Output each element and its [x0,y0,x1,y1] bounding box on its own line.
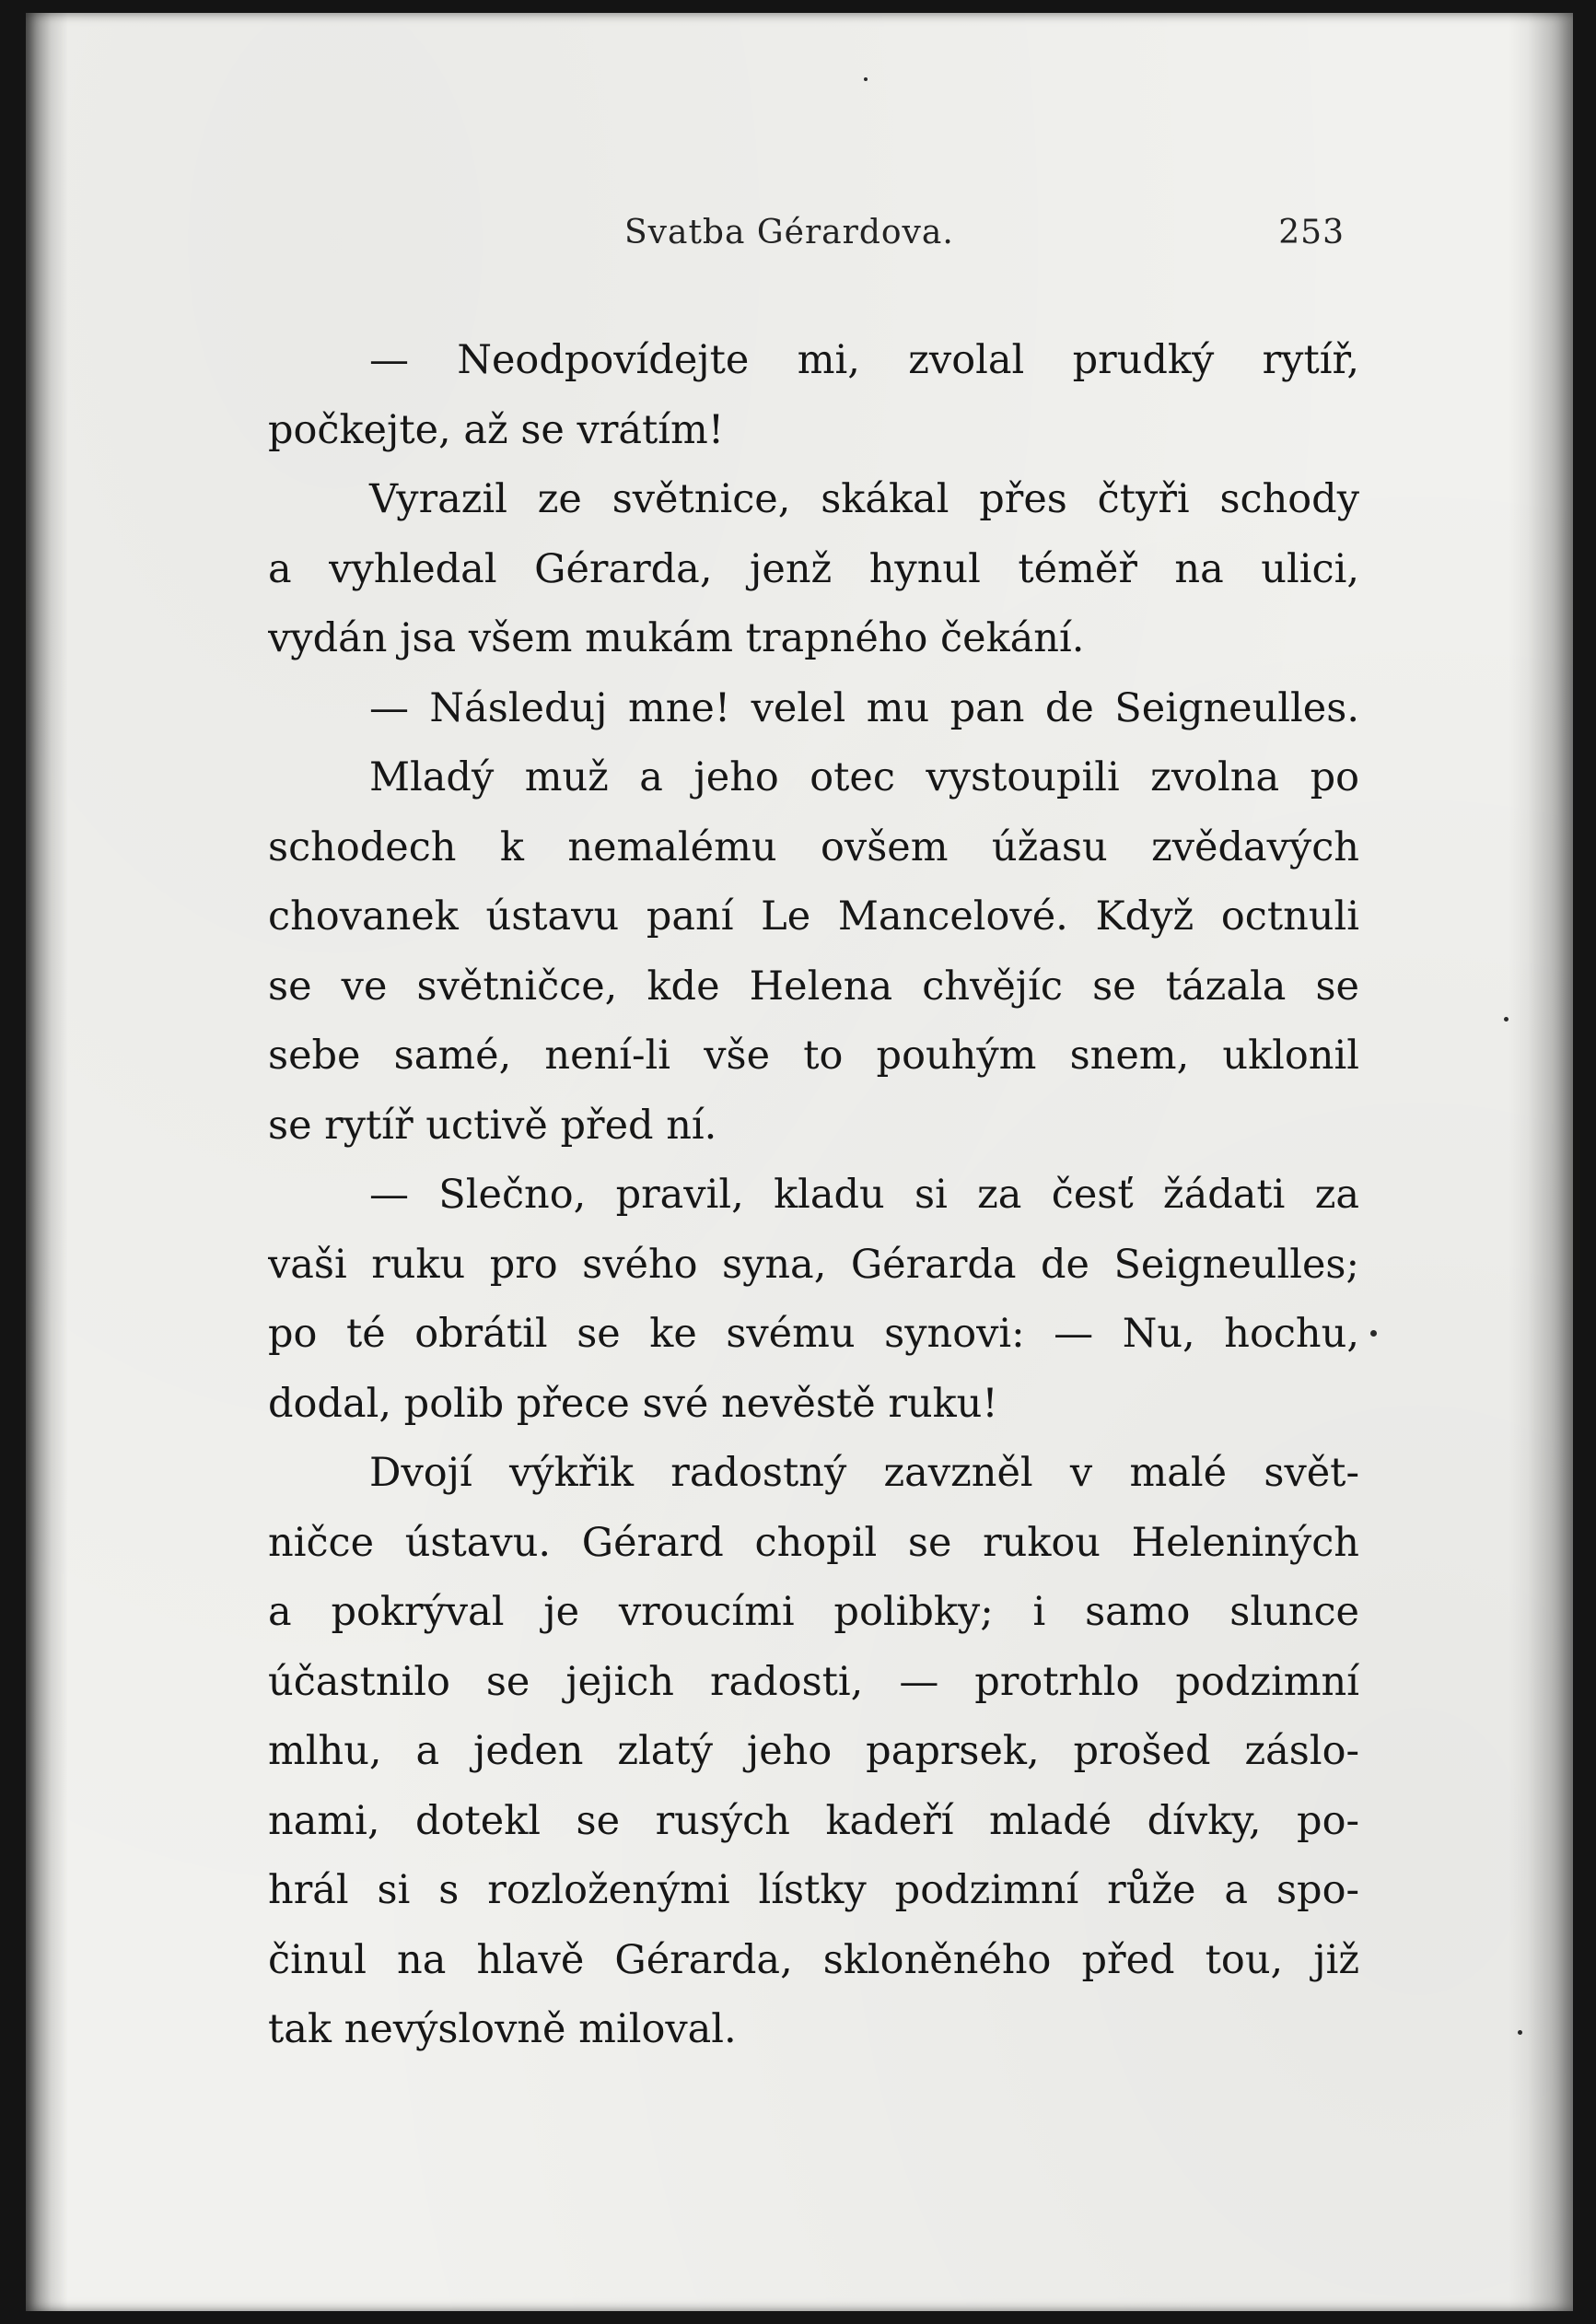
text-line: vydán jsa všem mukám trapného čekání. [268,615,1085,661]
text-line: počkejte, až se vrátím! [268,406,725,453]
text-line: se ve světničce, kde Helena chvějíc se tázala se [268,963,1359,1010]
text-line: — Slečno, pravil, kladu si za česť žádati za [369,1172,1359,1218]
text-line: činul na hlavě Gérarda, skloněného před tou, již [268,1936,1359,1983]
text-line: mlhu, a jeden zlatý jeho paprsek, prošed záslo- [268,1728,1359,1774]
scan-speck [1504,1017,1509,1022]
running-head-title: Svatba Gérardova. [624,214,954,251]
text-line: po té obrátil se ke svému synovi: — Nu, hochu, [268,1311,1359,1357]
text-line: nami, dotekl se rusých kadeří mladé dívky, po- [268,1797,1359,1844]
text-line: chovanek ústavu paní Le Mancelové. Když octnuli [268,893,1359,940]
text-line: ničce ústavu. Gérard chopil se rukou Heleniných [268,1519,1359,1566]
text-line: se rytíř uctivě před ní. [268,1102,717,1149]
scan-speck [1518,2030,1522,2035]
text-line: Mladý muž a jeho otec vystoupili zvolna po [369,754,1359,800]
spine-shadow [26,13,68,2311]
page-edge-shadow [1509,13,1573,2311]
text-line: Vyrazil ze světnice, skákal přes čtyři schody [369,476,1359,522]
text-line: a vyhledal Gérarda, jenž hynul téměř na ulici, [268,545,1359,592]
text-line: sebe samé, není-li vše to pouhým snem, uklonil [268,1033,1359,1079]
text-line: účastnilo se jejich radosti, — protrhlo podzimní [268,1658,1359,1705]
text-line: tak nevýslovně miloval. [268,2006,737,2052]
text-line: a pokrýval je vroucími polibky; i samo slunce [268,1589,1359,1635]
body-text [268,326,1359,2065]
running-head [256,214,1363,260]
book-page [26,13,1573,2311]
scan-speck [864,77,868,81]
text-line: — Následuj mne! velel mu pan de Seigneulles. [369,684,1359,731]
text-line: dodal, polib přece své nevěstě ruku! [268,1380,998,1427]
text-line: hrál si s rozloženými lístky podzimní růže a spo- [268,1867,1359,1913]
text-line: vaši ruku pro svého syna, Gérarda de Seigneulles; [268,1241,1359,1288]
page-number: 253 [1278,214,1345,251]
scan-speck [1370,1330,1377,1337]
text-line: Dvojí výkřik radostný zavzněl v malé svět- [369,1450,1359,1496]
text-line: — Neodpovídejte mi, zvolal prudký rytíř, [369,337,1359,383]
text-line: schodech k nemalému ovšem úžasu zvědavých [268,823,1359,870]
